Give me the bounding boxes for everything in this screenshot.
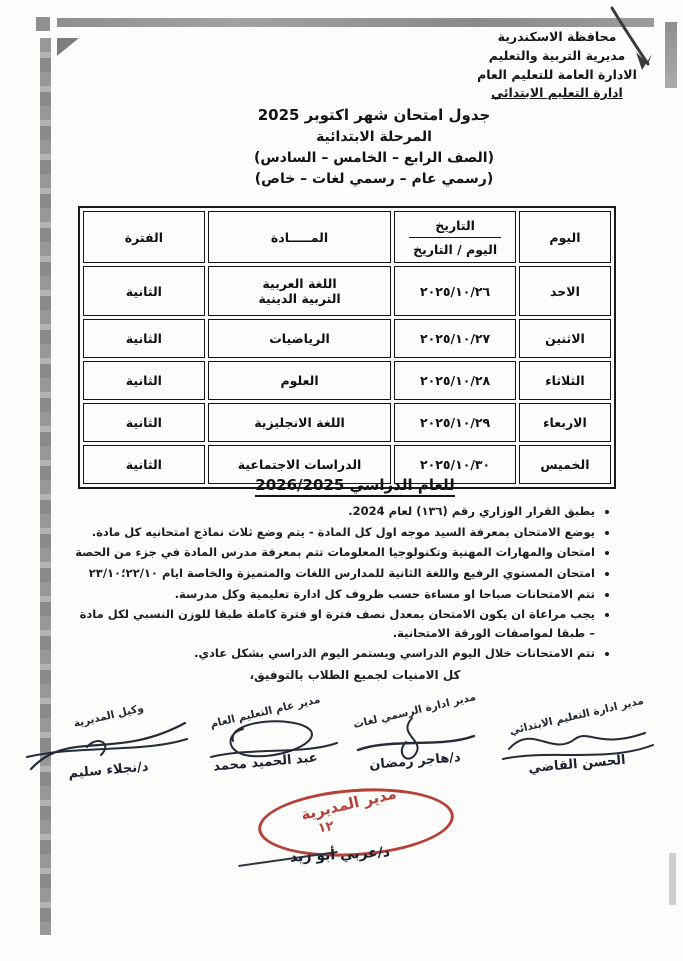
scan-border-top: [57, 18, 654, 27]
letterhead-line: الادارة العامة للتعليم العام: [477, 66, 637, 82]
signature-name: الحسن القاضي: [527, 752, 627, 777]
header-subject: المـــــادة: [208, 211, 392, 263]
cell-period: الثانية: [83, 445, 205, 484]
cell-day: الخميس: [519, 445, 611, 484]
letterhead: [451, 28, 663, 103]
director-stamp-mark: ١٢: [316, 818, 336, 837]
letterhead-line: محافظة الاسكندرية: [497, 29, 617, 44]
closing-wishes-line: كل الامنيات لجميع الطلاب بالتوفيق،: [249, 668, 461, 682]
academic-year-line: للعام الدراسي 2026/2025: [180, 476, 530, 494]
signature-title: وكيل المديرية: [72, 702, 145, 730]
scan-corner-mark: [36, 17, 50, 31]
signature-name: د/نجلاء سليم: [67, 759, 150, 782]
cell-subject: اللغة العربية التربية الدينية: [208, 266, 392, 316]
cell-date: ٢٠٢٥/١٠/٢٧: [394, 319, 516, 358]
signature-title: مدير ادارة التعليم الابتدائي: [508, 694, 646, 738]
director-stamp-label: مدير المديرية: [299, 784, 399, 824]
cell-subject: العلوم: [208, 361, 392, 400]
cell-day: الاحد: [519, 266, 611, 316]
cell-period: الثانية: [83, 266, 205, 316]
director-name: د/عربي أبو زيد: [289, 844, 391, 866]
signature-name: د/هاجر رمضان: [368, 750, 462, 773]
scan-border-right-bottom: [669, 853, 676, 905]
letterhead-line: مديرية التربية والتعليم: [488, 47, 626, 63]
table-row: [83, 319, 611, 358]
signature-block-primary-education-director: [487, 694, 667, 777]
cell-period: الثانية: [83, 361, 205, 400]
notes-list: [70, 502, 615, 665]
signature-title: مدير عام التعليم العام: [209, 693, 322, 731]
table-row: [83, 403, 611, 442]
cell-subject: اللغة الانجليزية: [208, 403, 392, 442]
table-header-row: [83, 211, 611, 263]
scan-corner-triangle: [57, 38, 79, 56]
cell-day: الاربعاء: [519, 403, 611, 442]
cell-day: الثلاثاء: [519, 361, 611, 400]
cell-subject: الرياضيات: [208, 319, 392, 358]
note-item: • امتحان والمهارات المهنية وتكنولوجيا المعلومات تتم بمعرفة مدرس المادة في جزء من الحصة: [70, 543, 595, 562]
note-item: • يوضع الامتحان بمعرفة السيد موجه اول كل المادة - يتم وضع ثلاث نماذج امتحانيه كل مادة.: [70, 523, 595, 542]
signature-block-general-education-director: [188, 693, 343, 775]
header-day: اليوم: [519, 211, 611, 263]
document-title: [196, 104, 552, 190]
signature-block-official-languages-director: [345, 691, 485, 773]
cell-day: الاثنين: [519, 319, 611, 358]
title-line-school-types: (رسمي عام – رسمي لغات – خاص): [254, 170, 494, 187]
signature-title: مدير ادارة الرسمي لغات: [352, 691, 478, 731]
cell-date: ٢٠٢٥/١٠/٢٨: [394, 361, 516, 400]
cell-date: ٢٠٢٥/١٠/٣٠: [394, 445, 516, 484]
header-date: [394, 211, 516, 263]
cell-date: ٢٠٢٥/١٠/٢٦: [394, 266, 516, 316]
signature-name: عبد الحميد محمد: [212, 750, 319, 775]
note-item: • يجب مراعاة ان يكون الامتحان بمعدل نصف فترة او فترة كاملة طبقا للوزن النسبي لكل مادة – طبقا لمواصفات الورقة الامتحانية.: [70, 605, 595, 642]
cell-subject: الدراسات الاجتماعية: [208, 445, 392, 484]
title-line-month: جدول امتحان شهر اكتوبر 2025: [257, 106, 491, 124]
header-date-top: التاريخ: [409, 218, 501, 238]
cell-date: ٢٠٢٥/١٠/٢٩: [394, 403, 516, 442]
cell-period: الثانية: [83, 403, 205, 442]
scan-border-left: [40, 38, 51, 935]
header-date-sub: اليوم / التاريخ: [413, 241, 498, 257]
title-line-stage: المرحلة الابتدائية: [316, 128, 432, 145]
letterhead-line: ادارة التعليم الابتدائي: [491, 85, 623, 101]
note-item: • يطبق القرار الوزاري رقم (١٣٦) لعام 2024.: [70, 502, 595, 521]
note-item: • تتم الامتحانات خلال اليوم الدراسي ويستمر اليوم الدراسي بشكل عادي.: [70, 644, 595, 663]
signature-block-directorate-deputy: [26, 702, 191, 782]
note-item: • امتحان المستوي الرفيع واللغة الثانية للمدارس اللغات والمتميزة والخاصة ايام ٢٢/١٠؛٢٣/١٠: [70, 564, 595, 583]
table-row: [83, 361, 611, 400]
table-row: [83, 266, 611, 316]
note-item: • تتم الامتحانات صباحا او مساءة حسب ظروف كل ادارة تعليمية وكل مدرسة.: [70, 585, 595, 604]
exam-schedule-table: [78, 206, 616, 489]
cell-period: الثانية: [83, 319, 205, 358]
title-line-grades: (الصف الرابع – الخامس – السادس): [254, 149, 494, 166]
header-period: الفترة: [83, 211, 205, 263]
